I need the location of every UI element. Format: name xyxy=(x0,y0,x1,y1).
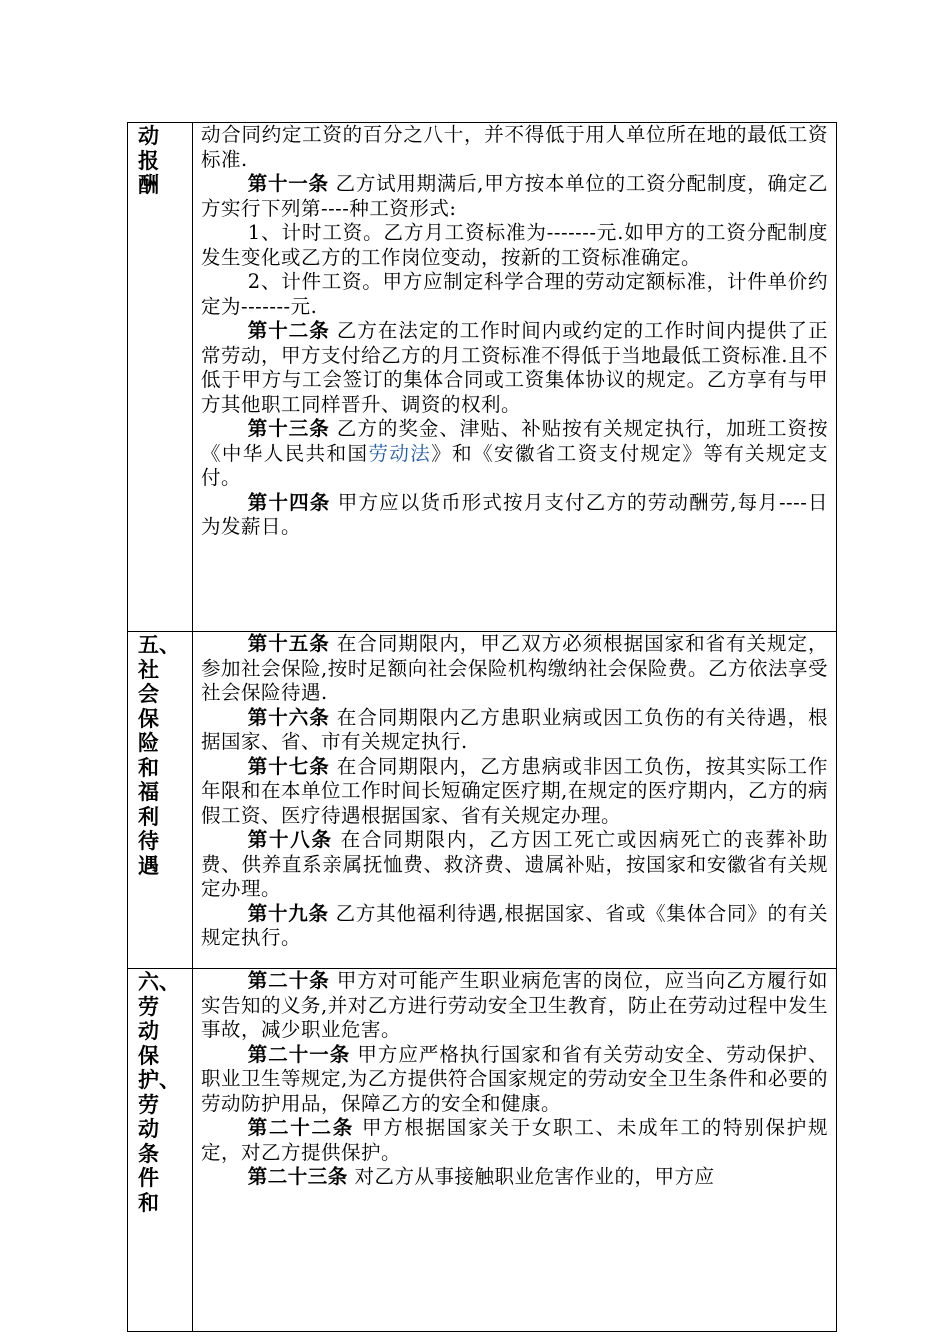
clause-text: 在合同期限内乙方患职业病或因工负伤的有关待遇，根据国家、省、市有关规定执行. xyxy=(201,705,828,753)
section-body xyxy=(193,632,836,951)
section-body xyxy=(193,123,836,540)
clause-paragraph xyxy=(201,417,828,491)
article-number: 第十一条 xyxy=(247,172,329,195)
article-number: 第二十二条 xyxy=(247,1116,354,1139)
clause-text: 乙方其他福利待遇,根据国家、省或《集体合同》的有关规定执行。 xyxy=(201,901,828,949)
clause-text: 2、计件工资。甲方应制定科学合理的劳动定额标准，计件单价约定为-------元. xyxy=(201,270,828,318)
section-body xyxy=(193,969,836,1190)
clause-text-continued: 》和《安徽省工资支付规定》等有关规定支付。 xyxy=(201,441,828,489)
clause-text: 甲方根据国家关于女职工、未成年工的特别保护规定，对乙方提供保护。 xyxy=(201,1116,828,1164)
section-heading: 六、 劳 动 保 护、 劳 动 条 件 和 xyxy=(138,970,180,1215)
clause-text: 甲方应严格执行国家和省有关劳动安全、劳动保护、职业卫生等规定,为乙方提供符合国家规定的劳动安全卫生条件和必要的劳动防护用品，保障乙方的安全和健康。 xyxy=(201,1042,828,1115)
article-number: 第十六条 xyxy=(247,705,330,729)
section-heading-cell xyxy=(128,969,193,1332)
article-number: 第十二条 xyxy=(247,319,330,342)
article-number: 第十三条 xyxy=(247,417,330,440)
clause-text: 甲方对可能产生职业病危害的岗位，应当向乙方履行如实告知的义务,并对乙方进行劳动安全卫生教育，防止在劳动过程中发生事故，减少职业危害。 xyxy=(201,969,828,1041)
clause-text: 乙方在法定的工作时间内或约定的工作时间内提供了正常劳动，甲方支付给乙方的月工资标准不得低于当地最低工资标准.且不低于甲方与工会签订的集体合同或工资集体协议的规定。乙方享有与甲方其他职工同样晋升、调资的权利。 xyxy=(201,319,828,416)
clause-text: 乙方试用期满后,甲方按本单位的工资分配制度，确定乙方实行下列第----种工资形式: xyxy=(201,172,828,220)
clause-paragraph xyxy=(201,123,828,172)
section-body-cell xyxy=(193,632,837,969)
section-heading: 动 报 酬 xyxy=(138,124,159,197)
clause-text: 对乙方从事接触职业危害作业的，甲方应 xyxy=(347,1165,715,1188)
article-number: 第十九条 xyxy=(247,901,329,925)
section-body-cell xyxy=(193,123,837,632)
clause-paragraph xyxy=(201,221,828,270)
clause-paragraph xyxy=(201,755,828,829)
section-body-cell xyxy=(193,969,837,1332)
section-heading: 五、 社 会 保 险 和 福 利 待 遇 xyxy=(138,633,180,878)
section-heading-cell xyxy=(128,632,193,969)
clause-paragraph xyxy=(201,172,828,221)
clause-paragraph xyxy=(201,706,828,755)
article-number: 第十八条 xyxy=(247,828,333,851)
section-row xyxy=(128,123,837,632)
clause-paragraph xyxy=(201,1116,828,1165)
law-link[interactable]: 劳动法 xyxy=(368,441,432,465)
article-number: 第二十条 xyxy=(247,969,330,992)
clause-paragraph xyxy=(201,1043,828,1117)
article-number: 第十七条 xyxy=(247,754,330,778)
clause-text: 在合同期限内，乙方因工死亡或因病死亡的丧葬补助费、供养直系亲属抚恤费、救济费、遗属补贴，按国家和安徽省有关规定办理。 xyxy=(201,828,828,900)
clause-text: 动合同约定工资的百分之八十，并不得低于用人单位所在地的最低工资标准. xyxy=(201,123,828,171)
clause-text: 甲方应以货币形式按月支付乙方的劳动酬劳,每月----日为发薪日。 xyxy=(201,490,828,538)
article-number: 第十四条 xyxy=(247,490,331,514)
article-number: 第二十一条 xyxy=(247,1042,351,1066)
article-number: 第二十三条 xyxy=(247,1165,348,1188)
clause-paragraph xyxy=(201,632,828,706)
clause-paragraph xyxy=(201,969,828,1043)
clause-paragraph xyxy=(201,491,828,540)
article-number: 第十五条 xyxy=(247,632,330,655)
clause-text: 乙方的奖金、津贴、补贴按有关规定执行，加班工资按《中华人民共和国 xyxy=(201,417,828,465)
clause-paragraph xyxy=(201,1165,828,1190)
clause-text: 1、计时工资。乙方月工资标准为-------元.如甲方的工资分配制度发生变化或乙方的工作岗位变动，按新的工资标准确定。 xyxy=(201,221,828,269)
section-heading-cell xyxy=(128,123,193,632)
section-row xyxy=(128,969,837,1332)
section-row xyxy=(128,632,837,969)
clause-paragraph xyxy=(201,270,828,319)
clause-text: 在合同期限内，乙方患病或非因工负伤，按其实际工作年限和在本单位工作时间长短确定医疗期,在规定的医疗期内，乙方的病假工资、医疗待遇根据国家、省有关规定办理。 xyxy=(201,754,828,827)
clause-paragraph xyxy=(201,828,828,902)
clause-paragraph xyxy=(201,319,828,417)
clause-paragraph xyxy=(201,902,828,951)
contract-table xyxy=(127,122,837,1332)
clause-text: 在合同期限内，甲乙双方必须根据国家和省有关规定，参加社会保险,按时足额向社会保险机构缴纳社会保险费。乙方依法享受社会保险待遇. xyxy=(201,632,828,704)
